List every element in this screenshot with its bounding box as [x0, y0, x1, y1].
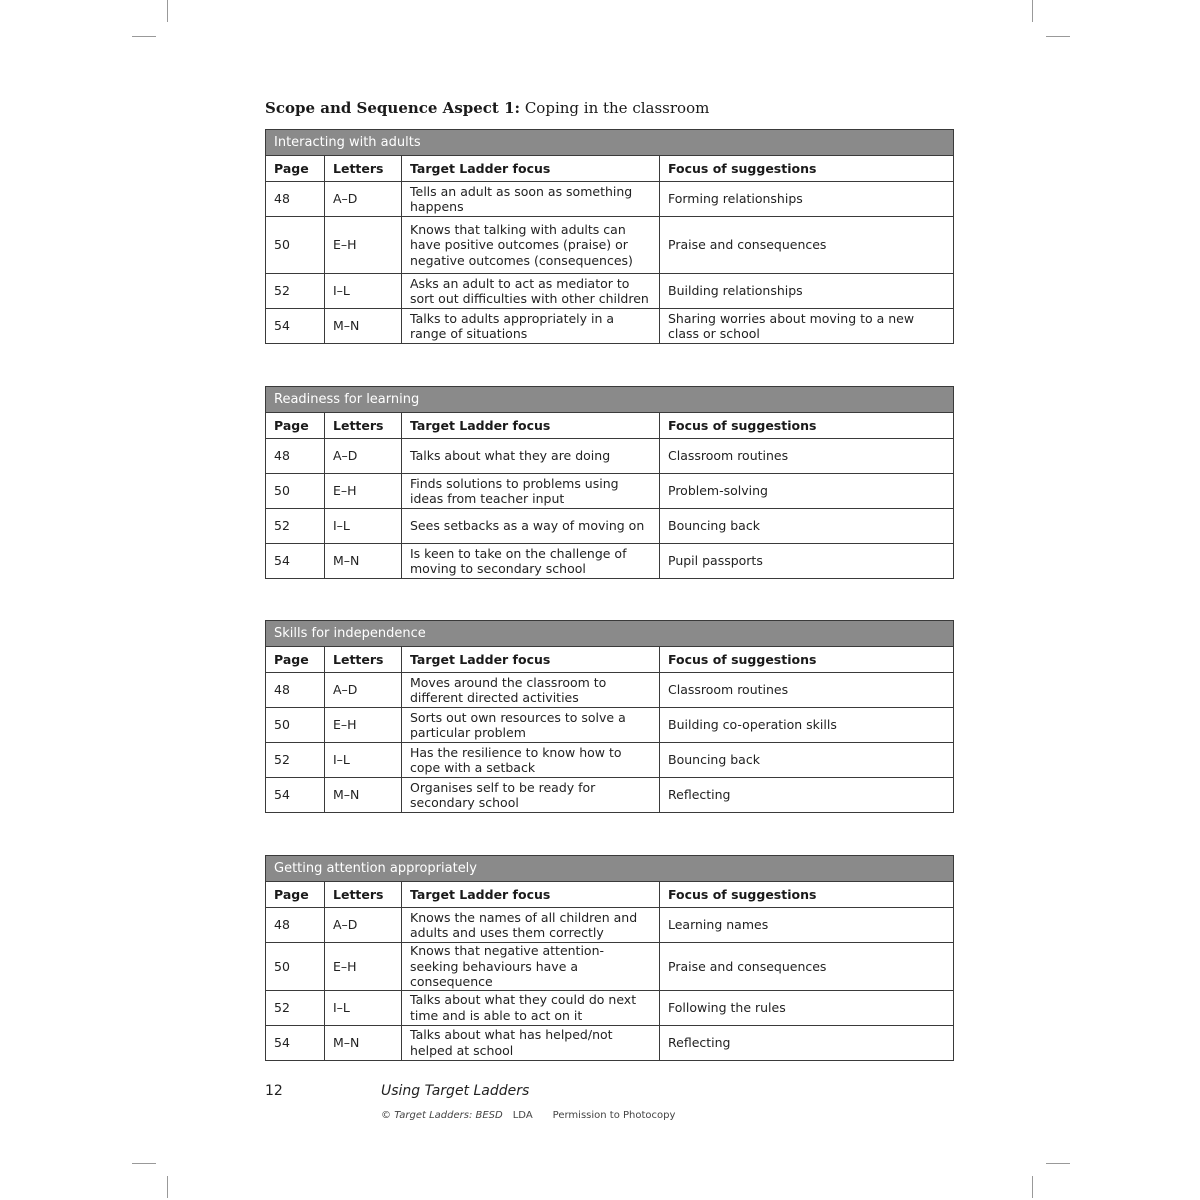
page-title-strong: Scope and Sequence Aspect 1:	[265, 99, 521, 117]
cell-target-focus: Sorts out own resources to solve a particular problem	[402, 708, 660, 743]
section-heading: Interacting with adults	[266, 130, 954, 156]
section-table	[265, 855, 954, 1061]
cell-letters: M–N	[325, 778, 402, 813]
cell-page: 54	[266, 544, 325, 579]
cell-target-focus: Moves around the classroom to different directed activities	[402, 673, 660, 708]
column-header-suggestions: Focus of suggestions	[660, 156, 954, 182]
cell-suggestions: Bouncing back	[660, 743, 954, 778]
column-header-target-focus: Target Ladder focus	[402, 413, 660, 439]
cell-suggestions: Reflecting	[660, 778, 954, 813]
crop-mark	[132, 1163, 156, 1164]
cell-suggestions: Classroom routines	[660, 673, 954, 708]
table-row	[266, 990, 954, 1025]
cell-target-focus: Knows that talking with adults can have positive outcomes (praise) or negative outcomes (consequences)	[402, 217, 660, 274]
section-heading: Getting attention appropriately	[266, 856, 954, 882]
cell-target-focus: Talks about what they could do next time and is able to act on it	[402, 990, 660, 1025]
cell-suggestions: Classroom routines	[660, 439, 954, 474]
cell-target-focus: Is keen to take on the challenge of moving to secondary school	[402, 544, 660, 579]
cell-suggestions: Forming relationships	[660, 182, 954, 217]
cell-page: 50	[266, 217, 325, 274]
cell-suggestions: Pupil passports	[660, 544, 954, 579]
cell-letters: A–D	[325, 439, 402, 474]
table-row	[266, 439, 954, 474]
column-header-page: Page	[266, 413, 325, 439]
cell-target-focus: Talks to adults appropriately in a range of situations	[402, 309, 660, 344]
section-table	[265, 386, 954, 579]
footer-copyright	[381, 1110, 675, 1121]
table-row	[266, 778, 954, 813]
section-heading: Readiness for learning	[266, 387, 954, 413]
page-title-rest: Coping in the classroom	[520, 99, 710, 117]
column-header-target-focus: Target Ladder focus	[402, 156, 660, 182]
cell-target-focus: Knows the names of all children and adults and uses them correctly	[402, 908, 660, 943]
cell-target-focus: Has the resilience to know how to cope with a setback	[402, 743, 660, 778]
footer-book-title: Using Target Ladders	[381, 1083, 530, 1099]
table-row	[266, 274, 954, 309]
column-header-page: Page	[266, 647, 325, 673]
column-header-page: Page	[266, 156, 325, 182]
cell-letters: E–H	[325, 943, 402, 991]
crop-mark	[167, 0, 168, 22]
column-header-letters: Letters	[325, 882, 402, 908]
cell-suggestions: Following the rules	[660, 990, 954, 1025]
cell-page: 48	[266, 182, 325, 217]
cell-suggestions: Learning names	[660, 908, 954, 943]
cell-suggestions: Reflecting	[660, 1025, 954, 1060]
cell-letters: E–H	[325, 474, 402, 509]
cell-letters: I–L	[325, 509, 402, 544]
crop-mark	[1032, 0, 1033, 22]
table-row	[266, 474, 954, 509]
cell-target-focus: Talks about what they are doing	[402, 439, 660, 474]
column-header-target-focus: Target Ladder focus	[402, 647, 660, 673]
cell-target-focus: Knows that negative attention-seeking behaviours have a consequence	[402, 943, 660, 991]
cell-page: 54	[266, 1025, 325, 1060]
cell-page: 52	[266, 743, 325, 778]
cell-letters: E–H	[325, 217, 402, 274]
copyright-prefix: ©	[381, 1110, 395, 1121]
column-header-letters: Letters	[325, 413, 402, 439]
table-row	[266, 309, 954, 344]
crop-mark	[1046, 1163, 1070, 1164]
cell-suggestions: Praise and consequences	[660, 943, 954, 991]
cell-letters: A–D	[325, 908, 402, 943]
column-header-suggestions: Focus of suggestions	[660, 882, 954, 908]
table-row	[266, 943, 954, 991]
cell-page: 48	[266, 439, 325, 474]
crop-mark	[1046, 36, 1070, 37]
cell-letters: M–N	[325, 1025, 402, 1060]
section-table	[265, 129, 954, 344]
table-row	[266, 509, 954, 544]
cell-target-focus: Talks about what has helped/not helped at school	[402, 1025, 660, 1060]
cell-target-focus: Finds solutions to problems using ideas from teacher input	[402, 474, 660, 509]
column-header-target-focus: Target Ladder focus	[402, 882, 660, 908]
crop-mark	[132, 36, 156, 37]
table-row	[266, 544, 954, 579]
cell-target-focus: Sees setbacks as a way of moving on	[402, 509, 660, 544]
cell-page: 54	[266, 309, 325, 344]
crop-mark	[167, 1176, 168, 1198]
table-row	[266, 743, 954, 778]
cell-suggestions: Building relationships	[660, 274, 954, 309]
cell-suggestions: Bouncing back	[660, 509, 954, 544]
cell-page: 48	[266, 908, 325, 943]
footer-page-number: 12	[265, 1083, 283, 1099]
cell-letters: A–D	[325, 182, 402, 217]
column-header-suggestions: Focus of suggestions	[660, 413, 954, 439]
section-heading: Skills for independence	[266, 621, 954, 647]
cell-letters: A–D	[325, 673, 402, 708]
cell-page: 48	[266, 673, 325, 708]
page-title	[265, 99, 709, 117]
table-row	[266, 1025, 954, 1060]
cell-page: 52	[266, 509, 325, 544]
cell-suggestions: Sharing worries about moving to a new class or school	[660, 309, 954, 344]
table-row	[266, 908, 954, 943]
crop-mark	[1032, 1176, 1033, 1198]
cell-letters: M–N	[325, 309, 402, 344]
cell-page: 52	[266, 990, 325, 1025]
cell-suggestions: Building co-operation skills	[660, 708, 954, 743]
cell-target-focus: Organises self to be ready for secondary school	[402, 778, 660, 813]
column-header-suggestions: Focus of suggestions	[660, 647, 954, 673]
table-row	[266, 217, 954, 274]
column-header-letters: Letters	[325, 156, 402, 182]
section-table	[265, 620, 954, 813]
cell-page: 54	[266, 778, 325, 813]
cell-page: 52	[266, 274, 325, 309]
cell-page: 50	[266, 708, 325, 743]
table-row	[266, 673, 954, 708]
cell-page: 50	[266, 943, 325, 991]
table-row	[266, 708, 954, 743]
cell-letters: I–L	[325, 743, 402, 778]
copyright-publisher: LDA	[512, 1110, 533, 1121]
copyright-permission: Permission to Photocopy	[552, 1110, 676, 1121]
cell-letters: I–L	[325, 274, 402, 309]
cell-target-focus: Tells an adult as soon as something happens	[402, 182, 660, 217]
cell-suggestions: Praise and consequences	[660, 217, 954, 274]
cell-letters: E–H	[325, 708, 402, 743]
column-header-letters: Letters	[325, 647, 402, 673]
table-row	[266, 182, 954, 217]
cell-letters: M–N	[325, 544, 402, 579]
copyright-title: Target Ladders: BESD	[394, 1110, 503, 1121]
column-header-page: Page	[266, 882, 325, 908]
cell-target-focus: Asks an adult to act as mediator to sort out difficulties with other children	[402, 274, 660, 309]
cell-page: 50	[266, 474, 325, 509]
cell-suggestions: Problem-solving	[660, 474, 954, 509]
cell-letters: I–L	[325, 990, 402, 1025]
